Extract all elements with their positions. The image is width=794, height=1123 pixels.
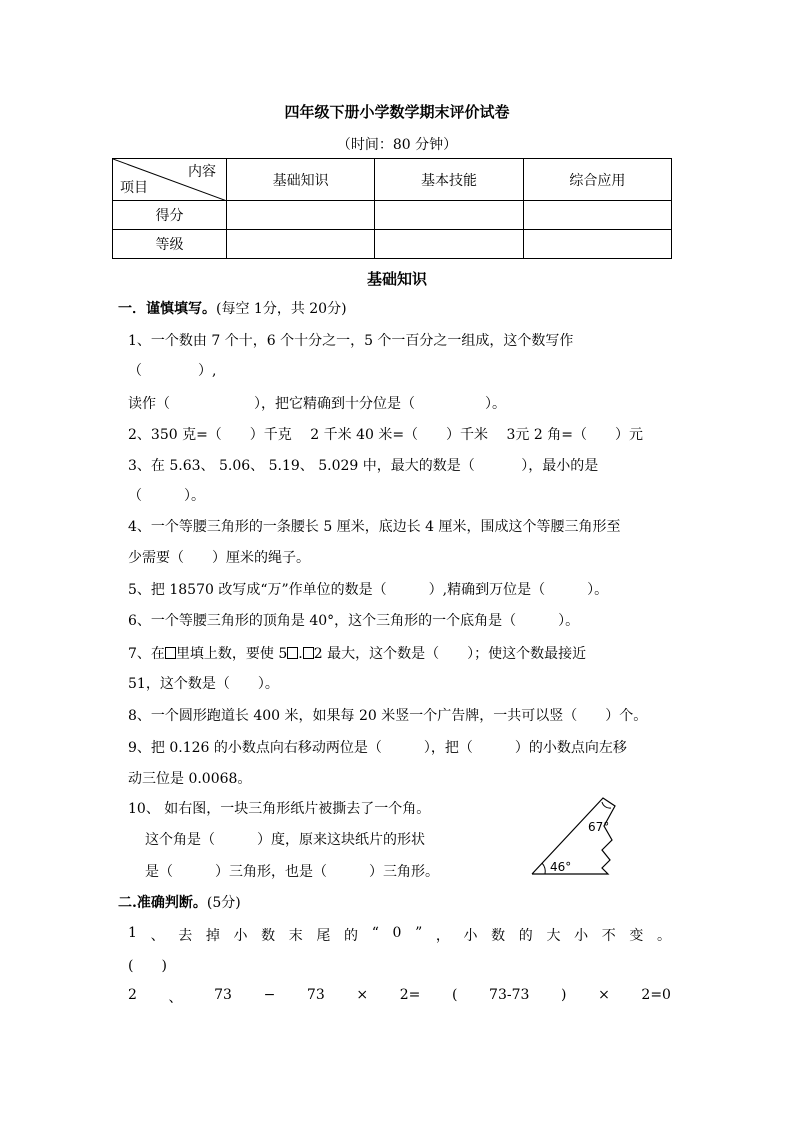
q-token: ” — [415, 925, 423, 941]
score-table — [112, 158, 672, 259]
q-token: × — [598, 987, 610, 1003]
q-token: 2 — [128, 987, 137, 1003]
judge-question-1 — [128, 925, 671, 945]
q-token: × — [356, 987, 369, 1003]
grade-cell[interactable] — [227, 230, 375, 259]
q-token: ) — [561, 987, 567, 1003]
corner-label-content: 内容 — [188, 164, 216, 180]
question-1-line-a: 1、一个数由 7 个十，6 个十分之一，5 个一百分之一组成，这个数写作 — [128, 333, 574, 349]
question-3-line-b: （ ）。 — [128, 488, 205, 504]
q-token: 0 — [392, 925, 402, 941]
q7-text-3: . — [298, 646, 303, 662]
score-table-corner — [113, 159, 227, 201]
question-6-line: 6、一个等腰三角形的顶角是 40°，这个三角形的一个底角是（ ）。 — [128, 613, 580, 629]
question-5-line: 5、把 18570 改写成“万”作单位的数是（ ）,精确到万位是（ ）。 — [128, 582, 609, 598]
q-token: 73 — [214, 987, 232, 1003]
row-header: 等级 — [113, 230, 227, 259]
q7-text-4: 2 最大，这个数是（ ）；使这个数最接近 — [313, 646, 587, 662]
part2-heading: 二.准确判断。 — [118, 895, 207, 911]
part1-note: (每空 1分，共 20分) — [216, 301, 347, 317]
q-token: ， — [435, 928, 450, 944]
judge-question-1-blank: ( ) — [128, 958, 167, 974]
score-cell[interactable] — [227, 201, 375, 230]
q-token: 、 — [150, 928, 165, 944]
question-10-line-c: 是（ ）三角形，也是（ ）三角形。 — [145, 864, 439, 880]
blank-box-icon — [165, 647, 176, 659]
q-token: 、 — [168, 990, 183, 1006]
q-token: “ — [371, 925, 379, 941]
torn-triangle-figure — [530, 796, 630, 878]
q-token: 。 — [657, 928, 671, 944]
q7-text-1: 7、在 — [128, 646, 165, 662]
q-token: 数 — [491, 928, 506, 944]
grade-row — [113, 230, 672, 259]
q-token: 小 — [463, 928, 478, 944]
question-9-line-b: 动三位是 0.0068。 — [128, 771, 252, 787]
blank-box-icon — [303, 647, 314, 659]
score-cell[interactable] — [375, 201, 523, 230]
angle-label: 46° — [550, 860, 572, 874]
question-7-line-a — [128, 643, 586, 663]
exam-title: 四年级下册小学数学期末评价试卷 — [284, 103, 510, 121]
q-token: 大 — [546, 928, 561, 944]
question-4-line-a: 4、一个等腰三角形的一条腰长 5 厘米，底边长 4 厘米，围成这个等腰三角形至 — [128, 519, 621, 535]
q7-text-2: 里填上数，要使 5 — [175, 646, 288, 662]
question-3-line-a: 3、在 5.63、 5.06、 5.19、 5.029 中，最大的数是（ ），最小的是 — [128, 458, 599, 474]
question-10-line-a: 10、 如右图，一块三角形纸片被撕去了一个角。 — [128, 801, 431, 817]
q-token: − — [263, 987, 276, 1003]
column-header: 基本技能 — [375, 159, 523, 201]
question-7-line-b: 51，这个数是（ ）。 — [128, 676, 279, 692]
q-token: 变 — [629, 928, 644, 944]
exam-time: （时间：80 分钟） — [336, 137, 458, 153]
q-token: 2= — [399, 987, 421, 1003]
q-token: 小 — [233, 928, 248, 944]
part1-heading-line — [118, 298, 347, 318]
q-token: 尾 — [316, 928, 331, 944]
blank-box-icon — [287, 647, 298, 659]
part2-heading-line — [118, 892, 241, 912]
q-token: 小 — [574, 928, 589, 944]
q-token: ( — [451, 987, 458, 1003]
q-token: 的 — [518, 928, 533, 944]
score-row — [113, 201, 672, 230]
question-8-line: 8、一个圆形跑道长 400 米，如果每 20 米竖一个广告牌，一共可以竖（ ）个。 — [128, 708, 648, 724]
q-token: 的 — [344, 928, 359, 944]
q-token: 73 — [306, 987, 325, 1003]
q-token: 73-73 — [489, 987, 530, 1003]
q-token: 末 — [288, 928, 303, 944]
part1-heading: 一．谨慎填写。 — [118, 301, 216, 317]
question-2-line: 2、350 克=（ ）千克 2 千米 40 米=（ ）千米 3元 2 角=（ ）元 — [128, 427, 643, 443]
column-header: 基础知识 — [227, 159, 375, 201]
q-token: 不 — [601, 928, 616, 944]
q-token: 2=0 — [641, 987, 671, 1003]
angle-label: 67° — [588, 820, 610, 834]
column-header: 综合应用 — [523, 159, 671, 201]
corner-label-item: 项目 — [120, 180, 148, 196]
section-title: 基础知识 — [366, 270, 427, 288]
question-1-line-b: （ ）, — [128, 363, 217, 379]
question-1-line-c: 读作（ ），把它精确到十分位是（ ）。 — [128, 396, 506, 412]
q-token: 1 — [128, 925, 137, 941]
question-9-line-a: 9、把 0.126 的小数点向右移动两位是（ ），把（ ）的小数点向左移 — [128, 740, 627, 756]
q-token: 去 — [178, 928, 193, 944]
part2-note: (5分) — [206, 895, 241, 911]
grade-cell[interactable] — [523, 230, 671, 259]
judge-question-2 — [128, 987, 671, 1007]
score-cell[interactable] — [523, 201, 671, 230]
row-header: 得分 — [113, 201, 227, 230]
q-token: 掉 — [205, 928, 220, 944]
q-token: 数 — [261, 928, 276, 944]
question-10-line-b: 这个角是（ ）度，原来这块纸片的形状 — [145, 832, 425, 848]
grade-cell[interactable] — [375, 230, 523, 259]
score-table-header-row — [113, 159, 672, 201]
question-4-line-b: 少需要（ ）厘米的绳子。 — [128, 550, 310, 566]
